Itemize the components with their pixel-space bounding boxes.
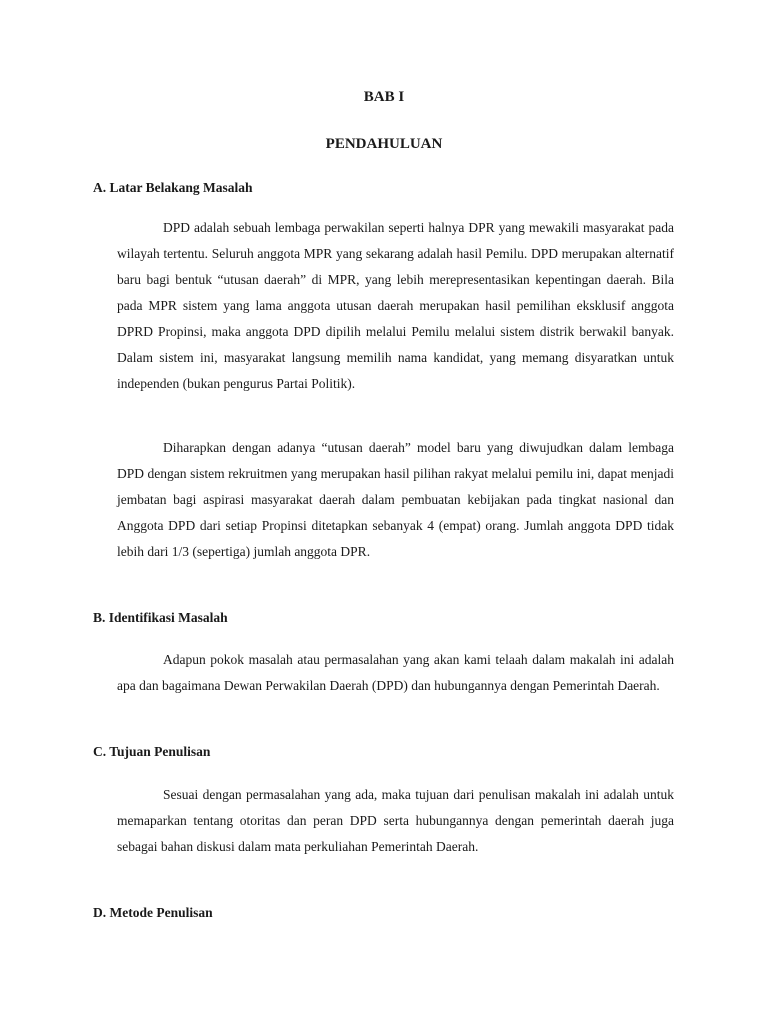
section-heading-d: D. Metode Penulisan [93,905,213,920]
section-heading-a: A. Latar Belakang Masalah [93,180,253,195]
chapter-number: BAB I [363,89,405,105]
chapter-title: PENDAHULUAN [325,136,443,152]
paragraph-c1: Sesuai dengan permasalahan yang ada, maka tujuan dari penulisan makalah ini adalah untuk memaparkan tentang otoritas dan peran DPD serta hubungannya dengan pemerintah daerah juga sebagai bahan diskusi dalam mata perkuliahan Pemerintah Daerah. [117,787,674,854]
paragraph-b1: Adapun pokok masalah atau permasalahan yang akan kami telaah dalam makalah ini adalah apa dan bagaimana Dewan Perwakilan Daerah (DPD) dan hubungannya dengan Pemerintah Daerah. [117,652,674,693]
section-heading-c: C. Tujuan Penulisan [93,744,211,759]
paragraph-a2: Diharapkan dengan adanya “utusan daerah” model baru yang diwujudkan dalam lembaga DPD dengan sistem rekruitmen yang merupakan hasil pilihan rakyat melalui pemilu ini, dapat menjadi jembatan bagi aspirasi masyarakat daerah dalam pembuatan kebijakan pada tingkat nasional dan Anggota DPD dari setiap Propinsi ditetapkan sebanyak 4 (empat) orang. Jumlah anggota DPD tidak lebih dari 1/3 (sepertiga) jumlah anggota DPR. [117,440,674,559]
section-heading-b: B. Identifikasi Masalah [93,610,228,625]
paragraph-a1: DPD adalah sebuah lembaga perwakilan seperti halnya DPR yang mewakili masyarakat pada wilayah tertentu. Seluruh anggota MPR yang sekarang adalah hasil Pemilu. DPD merupakan alternatif baru bagi bentuk “utusan daerah” di MPR, yang lebih merepresentasikan kepentingan daerah. Bila pada MPR sistem yang lama anggota utusan daerah merupakan hasil pemilihan eksklusif anggota DPRD Propinsi, maka anggota DPD dipilih melalui Pemilu melalui sistem distrik berwakil banyak. Dalam sistem ini, masyarakat langsung memilih nama kandidat, yang memang disyaratkan untuk independen (bukan pengurus Partai Politik). [117,220,674,391]
